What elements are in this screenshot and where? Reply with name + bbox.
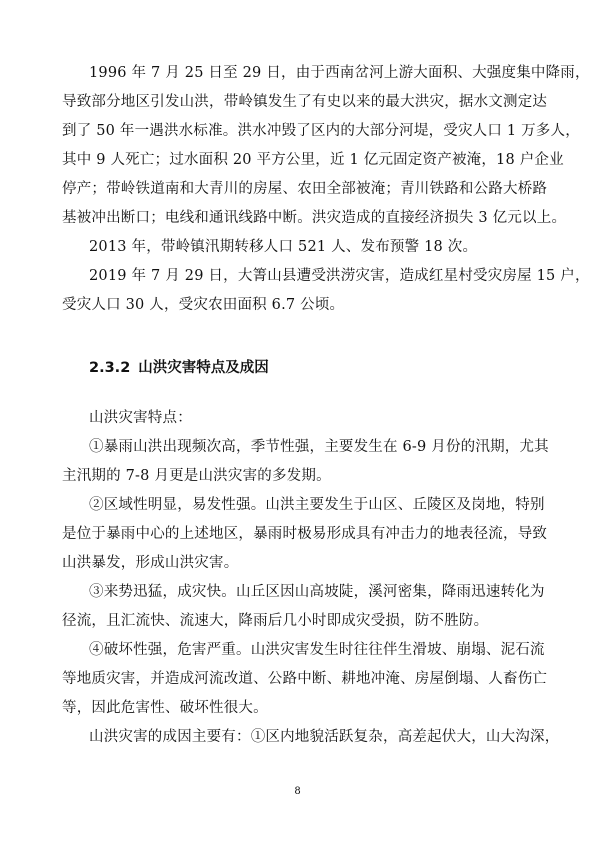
- paragraph-feature-3-line-2: 径流，且汇流快、流速大，降雨后几小时即成灾受损，防不胜防。: [62, 613, 489, 629]
- paragraph-feature-3-line-1: ③来势迅猛，成灾快。山丘区因山高坡陡，溪河密集，降雨迅速转化为: [89, 584, 545, 600]
- paragraph-2019-line-1: 2019 年 7 月 29 日，大箐山县遭受洪涝灾害，造成红星村受灾房屋 15 户，: [89, 268, 590, 284]
- paragraph-feature-2-line-2: 是位于暴雨中心的上述地区，暴雨时极易形成具有冲击力的地表径流，导致: [62, 526, 548, 542]
- section-heading: [89, 359, 269, 377]
- section-number: 2.3.2: [89, 360, 131, 376]
- paragraph-1996-flood-line-2: 导致部分地区引发山洪，带岭镇发生了有史以来的最大洪灾，据水文测定达: [62, 94, 548, 110]
- paragraph-causes-line-1: 山洪灾害的成因主要有：①区内地貌活跃复杂，高差起伏大，山大沟深，: [89, 729, 560, 745]
- paragraph-feature-4-line-3: 等，因此危害性、破坏性很大。: [62, 700, 268, 716]
- paragraph-1996-flood-line-4: 其中 9 人死亡；过水面积 20 平方公里，近 1 亿元固定资产被淹，18 户企业: [62, 152, 564, 168]
- section-title: 山洪灾害特点及成因: [138, 360, 269, 376]
- paragraph-1996-flood-line-1: 1996 年 7 月 25 日至 29 日，由于西南岔河上游大面积、大强度集中降雨，: [89, 65, 590, 81]
- paragraph-feature-1-line-2: 主汛期的 7-8 月更是山洪灾害的多发期。: [62, 468, 331, 484]
- paragraph-feature-2-line-3: 山洪暴发，形成山洪灾害。: [62, 555, 239, 571]
- paragraph-features-intro: 山洪灾害特点：: [89, 410, 192, 426]
- paragraph-feature-4-line-1: ④破坏性强，危害严重。山洪灾害发生时往往伴生滑坡、崩塌、泥石流: [89, 642, 545, 658]
- paragraph-1996-flood-line-5: 停产；带岭铁道南和大青川的房屋、农田全部被淹；青川铁路和公路大桥路: [62, 181, 548, 197]
- paragraph-2019-line-2: 受灾人口 30 人，受灾农田面积 6.7 公顷。: [62, 297, 345, 313]
- paragraph-feature-1-line-1: ①暴雨山洪出现频次高，季节性强，主要发生在 6-9 月份的汛期，尤其: [89, 439, 549, 455]
- page-number: 8: [294, 786, 301, 797]
- paragraph-2013-line-1: 2013 年，带岭镇汛期转移人口 521 人、发布预警 18 次。: [89, 239, 478, 255]
- paragraph-1996-flood-line-6: 基被冲出断口；电线和通讯线路中断。洪灾造成的直接经济损失 3 亿元以上。: [62, 210, 567, 226]
- paragraph-feature-4-line-2: 等地质灾害，并造成河流改道、公路中断、耕地冲淹、房屋倒塌、人畜伤亡: [62, 671, 548, 687]
- paragraph-1996-flood-line-3: 到了 50 年一遇洪水标准。洪水冲毁了区内的大部分河堤，受灾人口 1 万多人，: [62, 123, 580, 139]
- paragraph-feature-2-line-1: ②区域性明显，易发性强。山洪主要发生于山区、丘陵区及岗地，特别: [89, 497, 545, 513]
